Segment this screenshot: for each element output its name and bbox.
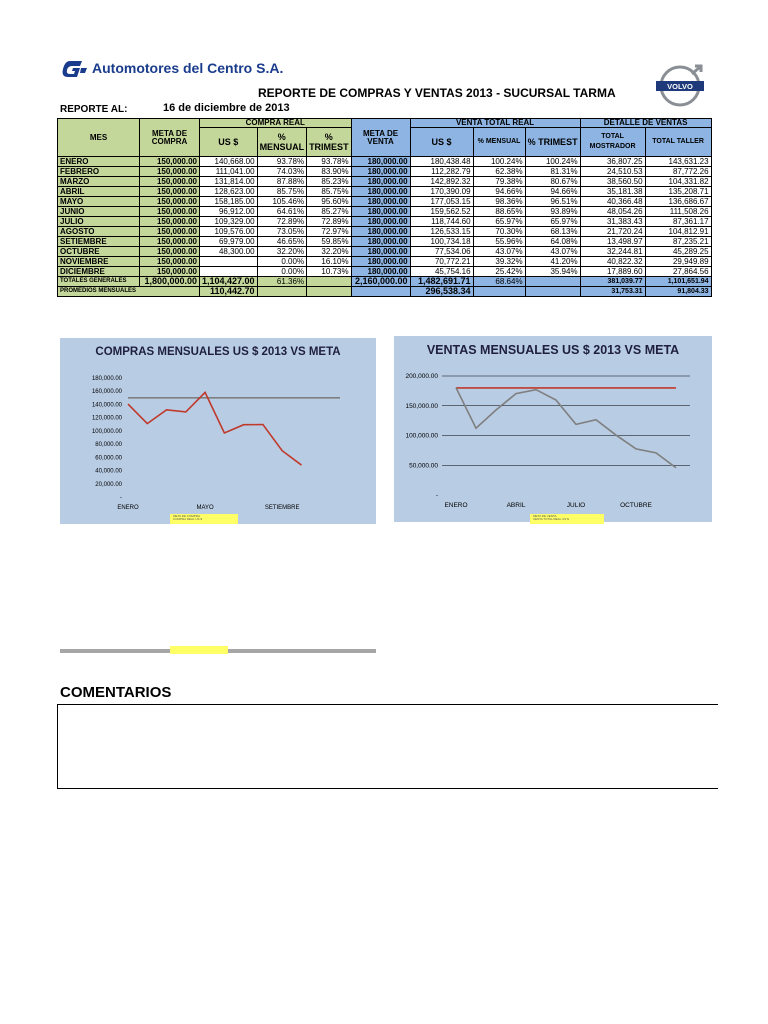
table-cell: 150,000.00 — [140, 227, 200, 237]
table-cell: 150,000.00 — [140, 247, 200, 257]
table-cell: 98.36% — [473, 197, 525, 207]
table-cell: 111,508.26 — [645, 207, 711, 217]
table-cell: 48,054.26 — [580, 207, 645, 217]
table-cell: 83.90% — [307, 167, 352, 177]
table-cell: 104,331.82 — [645, 177, 711, 187]
table-cell: 128,623.00 — [200, 187, 258, 197]
table-cell: 85.27% — [307, 207, 352, 217]
table-cell: 136,686.67 — [645, 197, 711, 207]
table-cell: 38,560.50 — [580, 177, 645, 187]
compras-chart-legend — [170, 514, 238, 524]
volvo-logo-text: VOLVO — [667, 82, 693, 91]
table-cell: JULIO — [58, 217, 140, 227]
table-cell: 150,000.00 — [140, 187, 200, 197]
promedios-mostrador: 31,753.31 — [580, 287, 645, 297]
table-cell: 180,000.00 — [351, 167, 410, 177]
ventas-chart-title: VENTAS MENSUALES US $ 2013 VS META — [426, 343, 680, 357]
totales-mostrador: 381,039.77 — [580, 277, 645, 287]
table-cell: 70.30% — [473, 227, 525, 237]
table-cell: 100,734.18 — [410, 237, 473, 247]
table-cell: 39.32% — [473, 257, 525, 267]
y-tick-label: 150,000.00 — [405, 402, 438, 410]
company-logo-icon — [60, 58, 88, 80]
promedios-empty-cell — [525, 287, 580, 297]
table-cell: 46.65% — [257, 237, 307, 247]
y-tick-label: 100,000.00 — [91, 428, 122, 435]
table-cell: 109,576.00 — [200, 227, 258, 237]
totales-us-compra: 1,104,427.00 — [200, 277, 258, 287]
table-cell: 105.46% — [257, 197, 307, 207]
col-header-meta-venta: META DE VENTA — [351, 119, 410, 157]
group-header-compra: COMPRA REAL — [200, 119, 352, 128]
x-tick-label: ENERO — [444, 502, 468, 509]
table-cell: SETIEMBRE — [58, 237, 140, 247]
col-header-pct-mensual-compra: % MENSUAL — [257, 128, 307, 157]
table-cell: 111,041.00 — [200, 167, 258, 177]
table-cell: 180,000.00 — [351, 247, 410, 257]
table-cell: 40,366.48 — [580, 197, 645, 207]
y-tick-label: - — [435, 492, 438, 499]
y-tick-label: 140,000.00 — [91, 402, 122, 409]
table-row — [58, 267, 712, 277]
table-cell: 135,208.71 — [645, 187, 711, 197]
compras-chart-plot — [60, 338, 376, 524]
table-cell: 93.78% — [257, 157, 307, 167]
table-cell: 64.61% — [257, 207, 307, 217]
table-cell: 180,000.00 — [351, 207, 410, 217]
table-cell: 180,000.00 — [351, 177, 410, 187]
volvo-logo-icon — [654, 64, 706, 108]
table-cell: 73.05% — [257, 227, 307, 237]
col-header-meta-compra: META DE COMPRA — [140, 119, 200, 157]
table-cell: 131,814.00 — [200, 177, 258, 187]
table-cell: 36,807.25 — [580, 157, 645, 167]
table-cell: 150,000.00 — [140, 177, 200, 187]
table-cell: 16.10% — [307, 257, 352, 267]
table-cell: 100.24% — [473, 157, 525, 167]
table-cell: 35,181.38 — [580, 187, 645, 197]
table-cell: 150,000.00 — [140, 267, 200, 277]
series-line-1 — [128, 392, 301, 465]
table-cell: 24,510.53 — [580, 167, 645, 177]
table-cell: 55.96% — [473, 237, 525, 247]
ventas-chart-legend — [530, 514, 604, 524]
x-tick-label: OCTUBRE — [620, 502, 652, 509]
table-cell: FEBRERO — [58, 167, 140, 177]
table-row — [58, 177, 712, 187]
ventas-chart-plot — [394, 336, 712, 522]
table-cell: 93.78% — [307, 157, 352, 167]
comentarios-box[interactable] — [57, 704, 718, 789]
table-cell: MARZO — [58, 177, 140, 187]
table-cell: 32.20% — [257, 247, 307, 257]
y-tick-label: 160,000.00 — [91, 389, 122, 396]
table-cell: 87.88% — [257, 177, 307, 187]
y-tick-label: 100,000.00 — [405, 432, 438, 440]
col-header-pct-trimest-compra: % TRIMEST — [307, 128, 352, 157]
x-tick-label: JULIO — [566, 502, 586, 509]
report-date-label: REPORTE AL: — [60, 104, 128, 115]
table-cell: JUNIO — [58, 207, 140, 217]
promedios-empty-cell — [257, 287, 307, 297]
x-tick-label: SETIEMBRE — [264, 505, 300, 511]
table-cell: 81.31% — [525, 167, 580, 177]
promedios-label: PROMEDIOS MENSUALES — [58, 287, 200, 297]
totales-taller: 1,101,651.94 — [645, 277, 711, 287]
table-row — [58, 197, 712, 207]
compras-legend-meta: META DE COMPRA — [173, 514, 200, 518]
table-cell: 64.08% — [525, 237, 580, 247]
ventas-legend-real: VENTA TOTAL REAL US $ — [533, 517, 569, 521]
table-cell: 43.07% — [525, 247, 580, 257]
table-row — [58, 247, 712, 257]
comentarios-title: COMENTARIOS — [60, 684, 172, 701]
compras-legend-real: COMPRA REAL US $ — [173, 517, 203, 521]
table-cell: 112,282.79 — [410, 167, 473, 177]
col-header-pct-mensual-venta: % MENSUAL — [473, 128, 525, 157]
report-table — [57, 118, 712, 297]
table-cell: 180,000.00 — [351, 217, 410, 227]
col-header-total-taller: TOTAL TALLER — [645, 128, 711, 157]
ventas-legend-meta: META DE VENTA — [533, 514, 557, 518]
table-cell: DICIEMBRE — [58, 267, 140, 277]
table-cell: 87,772.26 — [645, 167, 711, 177]
table-cell: 65.97% — [473, 217, 525, 227]
table-cell: 158,185.00 — [200, 197, 258, 207]
table-body — [58, 157, 712, 277]
table-cell: 32.20% — [307, 247, 352, 257]
table-cell: 41.20% — [525, 257, 580, 267]
y-tick-label: 20,000.00 — [95, 481, 122, 488]
col-header-us-venta: US $ — [410, 128, 473, 157]
table-cell: NOVIEMBRE — [58, 257, 140, 267]
table-cell: 32,244.81 — [580, 247, 645, 257]
promedios-taller: 91,804.33 — [645, 287, 711, 297]
table-cell: 0.00% — [257, 257, 307, 267]
series-line-1 — [456, 388, 676, 468]
table-cell: 150,000.00 — [140, 157, 200, 167]
table-cell: 87,235.21 — [645, 237, 711, 247]
table-cell: 180,000.00 — [351, 237, 410, 247]
ventas-chart — [394, 336, 712, 522]
table-cell: 150,000.00 — [140, 167, 200, 177]
report-title: REPORTE DE COMPRAS Y VENTAS 2013 - SUCURSAL TARMA — [258, 86, 616, 100]
table-cell — [200, 257, 258, 267]
table-cell: ABRIL — [58, 187, 140, 197]
table-cell: ENERO — [58, 157, 140, 167]
x-tick-label: ABRIL — [506, 502, 526, 509]
table-cell: 72.89% — [307, 217, 352, 227]
promedios-empty-cell — [307, 287, 352, 297]
table-cell: 88.65% — [473, 207, 525, 217]
col-header-mes: MES — [58, 119, 140, 157]
group-header-detalle: DETALLE DE VENTAS — [580, 119, 711, 128]
table-cell: 77,534.06 — [410, 247, 473, 257]
table-cell: 35.94% — [525, 267, 580, 277]
table-cell: 85.23% — [307, 177, 352, 187]
totales-empty-cell — [307, 277, 352, 287]
table-cell: 95.60% — [307, 197, 352, 207]
table-row — [58, 257, 712, 267]
table-cell — [200, 267, 258, 277]
table-row — [58, 157, 712, 167]
table-cell: 17,889.60 — [580, 267, 645, 277]
table-row — [58, 217, 712, 227]
x-tick-label: ENERO — [117, 505, 139, 511]
table-cell: 109,329.00 — [200, 217, 258, 227]
table-cell: 100.24% — [525, 157, 580, 167]
table-cell: 13,498.97 — [580, 237, 645, 247]
table-cell: 85.75% — [257, 187, 307, 197]
compras-chart-title: COMPRAS MENSUALES US $ 2013 VS META — [95, 346, 341, 358]
compras-chart — [60, 338, 376, 524]
promedios-us-compra: 110,442.70 — [200, 287, 258, 297]
col-header-total-mostrador: TOTAL MOSTRADOR — [580, 128, 645, 157]
table-row — [58, 187, 712, 197]
table-cell: OCTUBRE — [58, 247, 140, 257]
table-cell: 143,631.23 — [645, 157, 711, 167]
table-cell: 104,812.91 — [645, 227, 711, 237]
table-cell: 79.38% — [473, 177, 525, 187]
totales-meta-venta: 2,160,000.00 — [351, 277, 410, 287]
report-date: 16 de diciembre de 2013 — [163, 102, 290, 114]
table-cell: 150,000.00 — [140, 237, 200, 247]
table-row — [58, 227, 712, 237]
y-tick-label: - — [120, 495, 122, 501]
table-cell: 140,668.00 — [200, 157, 258, 167]
y-tick-label: 50,000.00 — [409, 462, 438, 470]
table-row — [58, 237, 712, 247]
table-row — [58, 167, 712, 177]
company-name: Automotores del Centro S.A. — [92, 60, 284, 76]
col-header-pct-trimest-venta: % TRIMEST — [525, 128, 580, 157]
group-header-venta: VENTA TOTAL REAL — [410, 119, 580, 128]
table-cell: 94.66% — [525, 187, 580, 197]
table-cell: 29,949.89 — [645, 257, 711, 267]
table-cell: 170,390.09 — [410, 187, 473, 197]
table-cell: 85.75% — [307, 187, 352, 197]
table-cell: 10.73% — [307, 267, 352, 277]
table-cell: 150,000.00 — [140, 197, 200, 207]
table-cell: 180,438.48 — [410, 157, 473, 167]
promedios-empty-cell — [473, 287, 525, 297]
totales-pct-venta: 68.64% — [473, 277, 525, 287]
y-tick-label: 180,000.00 — [91, 376, 122, 382]
y-tick-label: 200,000.00 — [405, 373, 438, 380]
table-cell: 150,000.00 — [140, 217, 200, 227]
table-cell: 180,000.00 — [351, 157, 410, 167]
table-cell: 59.85% — [307, 237, 352, 247]
table-cell: 180,000.00 — [351, 227, 410, 237]
y-tick-label: 120,000.00 — [91, 415, 122, 422]
table-cell: 70,772.21 — [410, 257, 473, 267]
table-cell: 25.42% — [473, 267, 525, 277]
table-cell: AGOSTO — [58, 227, 140, 237]
table-cell: 96,912.00 — [200, 207, 258, 217]
table-cell: 80.67% — [525, 177, 580, 187]
empty-chart-legend — [170, 646, 228, 654]
table-cell: 43.07% — [473, 247, 525, 257]
promedios-us-venta: 296,538.34 — [410, 287, 473, 297]
y-tick-label: 40,000.00 — [95, 468, 122, 475]
table-cell: 142,892.32 — [410, 177, 473, 187]
table-cell: 118,744.60 — [410, 217, 473, 227]
table-cell: 94.66% — [473, 187, 525, 197]
promedios-empty-cell — [351, 287, 410, 297]
table-cell: 62.38% — [473, 167, 525, 177]
table-cell: 68.13% — [525, 227, 580, 237]
table-cell: 180,000.00 — [351, 197, 410, 207]
table-cell: 180,000.00 — [351, 267, 410, 277]
table-cell: 126,533.15 — [410, 227, 473, 237]
table-cell: 93.89% — [525, 207, 580, 217]
table-cell: 150,000.00 — [140, 257, 200, 267]
table-cell: 69,979.00 — [200, 237, 258, 247]
table-cell: 177,053.15 — [410, 197, 473, 207]
table-cell: 180,000.00 — [351, 257, 410, 267]
table-cell: 31,383.43 — [580, 217, 645, 227]
table-cell: 180,000.00 — [351, 187, 410, 197]
table-cell: 40,822.32 — [580, 257, 645, 267]
totales-meta-compra: 1,800,000.00 — [140, 277, 200, 287]
y-tick-label: 60,000.00 — [95, 455, 122, 462]
table-cell: 72.89% — [257, 217, 307, 227]
y-tick-label: 80,000.00 — [95, 442, 122, 449]
table-cell: 96.51% — [525, 197, 580, 207]
x-tick-label: MAYO — [196, 505, 214, 511]
table-cell: 74.03% — [257, 167, 307, 177]
totales-us-venta: 1,482,691.71 — [410, 277, 473, 287]
col-header-us-compra: US $ — [200, 128, 258, 157]
table-cell: 48,300.00 — [200, 247, 258, 257]
table-cell: 27,864.56 — [645, 267, 711, 277]
table-cell: 0.00% — [257, 267, 307, 277]
table-row — [58, 207, 712, 217]
totales-pct-compra: 61.36% — [257, 277, 307, 287]
table-cell: 45,754.16 — [410, 267, 473, 277]
table-cell: 159,562.52 — [410, 207, 473, 217]
table-cell: MAYO — [58, 197, 140, 207]
table-cell: 45,289.25 — [645, 247, 711, 257]
table-cell: 72.97% — [307, 227, 352, 237]
table-cell: 150,000.00 — [140, 207, 200, 217]
table-cell: 65.97% — [525, 217, 580, 227]
table-cell: 21,720.24 — [580, 227, 645, 237]
totales-label: TOTALES GENERALES — [58, 277, 140, 287]
table-cell: 87,361.17 — [645, 217, 711, 227]
totales-empty-cell — [525, 277, 580, 287]
